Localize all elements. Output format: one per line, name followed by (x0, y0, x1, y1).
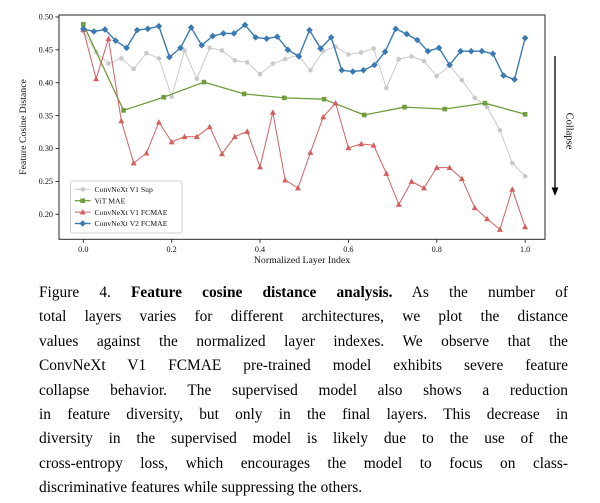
x-tick-label: 0.0 (78, 244, 89, 254)
diamond-marker (156, 23, 163, 30)
circle-marker (119, 56, 124, 61)
y-tick-label: 0.25 (38, 177, 53, 187)
square-marker (242, 92, 247, 97)
caption-line: discriminative features while suppressing the others. (39, 479, 363, 497)
y-tick-label: 0.35 (38, 111, 53, 121)
square-marker (322, 97, 327, 102)
diamond-marker (338, 67, 345, 74)
y-tick-label: 0.50 (38, 12, 53, 22)
circle-marker (460, 78, 465, 83)
circle-marker (523, 174, 528, 179)
figure-caption (39, 281, 568, 501)
y-tick-label: 0.20 (38, 210, 53, 220)
series-line (83, 24, 525, 115)
legend (71, 181, 183, 233)
circle-marker (422, 59, 427, 64)
triangle-marker (257, 164, 263, 170)
square-marker (523, 112, 528, 117)
collapse-annotation (552, 56, 575, 196)
diamond-marker (220, 30, 227, 37)
square-marker (402, 105, 407, 110)
down-arrowhead-icon (552, 188, 559, 197)
collapse-label: Collapse (563, 112, 575, 150)
square-marker (161, 95, 166, 100)
circle-marker (245, 60, 250, 65)
y-tick-label: 0.30 (38, 144, 53, 154)
diamond-marker (306, 27, 313, 34)
x-tick-label: 0.8 (431, 244, 442, 254)
diamond-marker (392, 26, 399, 33)
square-marker (121, 108, 126, 113)
triangle-marker (118, 118, 124, 124)
triangle-marker (472, 205, 478, 211)
diamond-marker (479, 48, 486, 55)
diamond-marker (522, 35, 529, 42)
x-tick-label: 0.4 (254, 244, 266, 254)
triangle-marker (383, 170, 389, 176)
diamond-marker (145, 26, 152, 33)
circle-marker (182, 48, 187, 53)
square-marker (80, 198, 85, 203)
square-marker (282, 96, 287, 101)
circle-marker (485, 105, 490, 110)
caption-line: collapse behavior. The supervised model also shows a reduction (39, 381, 568, 399)
triangle-marker (207, 124, 213, 130)
caption-line (39, 281, 568, 305)
triangle-marker (156, 119, 162, 125)
legend-label: ViT MAE (94, 196, 126, 206)
triangle-marker (232, 134, 238, 140)
circle-marker (498, 128, 503, 133)
circle-marker (106, 61, 111, 66)
series-vit-mae (81, 22, 527, 117)
circle-marker (371, 46, 376, 51)
diamond-marker (500, 72, 507, 79)
triangle-marker (131, 160, 137, 166)
caption-line: diversity in the supervised model is likely due to the use of the (39, 430, 568, 448)
legend-label: ConvNeXt V1 Sup (94, 185, 153, 194)
legend-label: ConvNeXt V1 FCMAE (94, 207, 168, 217)
triangle-marker (421, 185, 427, 191)
triangle-marker (93, 76, 99, 82)
diamond-marker (490, 51, 497, 58)
circle-marker (258, 72, 263, 77)
circle-marker (271, 61, 276, 66)
circle-marker (472, 96, 477, 101)
x-tick-label: 0.2 (166, 244, 177, 254)
diamond-marker (468, 48, 475, 55)
circle-marker (144, 51, 149, 56)
caption-bold-title: Feature cosine distance analysis. (131, 284, 393, 301)
y-tick-label: 0.40 (38, 78, 53, 88)
diamond-marker (134, 27, 141, 34)
caption-line: in feature diversity, but only in the final layers. This decrease in (39, 405, 568, 423)
square-marker (362, 113, 367, 118)
diamond-marker (188, 24, 195, 31)
caption-line1-rest: As the number of (392, 284, 568, 301)
legend-label: ConvNeXt V2 FCMAE (94, 219, 168, 229)
triangle-marker (270, 109, 276, 115)
caption-line: cross-entropy loss, which encourages the model to focus on class- (39, 454, 568, 472)
triangle-marker (509, 186, 515, 192)
caption-line: ConvNeXt V1 FCMAE pre-trained model exhibits severe feature (39, 357, 568, 375)
circle-marker (80, 187, 85, 192)
circle-marker (220, 48, 225, 53)
circle-marker (195, 77, 200, 82)
caption-figure-label: Figure 4. (39, 284, 132, 301)
circle-marker (207, 46, 212, 51)
circle-marker (359, 50, 364, 55)
circle-marker (510, 161, 515, 166)
diamond-marker (436, 45, 443, 52)
diamond-marker (511, 76, 518, 83)
x-axis-label: Normalized Layer Index (253, 254, 351, 266)
diamond-marker (263, 35, 270, 42)
triangle-marker (295, 185, 301, 191)
square-marker (442, 107, 447, 112)
triangle-marker (307, 149, 313, 155)
diamond-marker (91, 28, 98, 35)
triangle-marker (409, 178, 415, 184)
caption-line: total layers varies for different architectures, we plot the distance (39, 308, 568, 326)
triangle-marker (396, 201, 402, 207)
diamond-marker (403, 31, 410, 38)
triangle-marker (282, 177, 288, 183)
circle-marker (131, 67, 136, 72)
caption-line: values against the normalized layer indexes. We observe that the (39, 332, 568, 350)
x-tick-label: 0.6 (343, 244, 354, 254)
diamond-marker (360, 67, 367, 74)
square-marker (483, 101, 488, 106)
circle-marker (346, 52, 351, 57)
triangle-marker (244, 128, 250, 134)
circle-marker (396, 57, 401, 62)
triangle-marker (358, 141, 364, 147)
diamond-marker (350, 68, 357, 75)
triangle-marker (143, 150, 149, 156)
y-axis-label: Feature Cosine Distance (18, 79, 29, 175)
circle-marker (384, 86, 389, 91)
triangle-marker (522, 224, 528, 230)
circle-marker (308, 68, 313, 73)
circle-marker (157, 56, 162, 61)
circle-marker (434, 74, 439, 79)
y-tick-label: 0.45 (38, 45, 53, 55)
x-tick-label: 1.0 (520, 244, 531, 254)
circle-marker (409, 54, 414, 59)
square-marker (202, 80, 207, 85)
circle-marker (283, 57, 288, 62)
circle-marker (233, 58, 238, 63)
